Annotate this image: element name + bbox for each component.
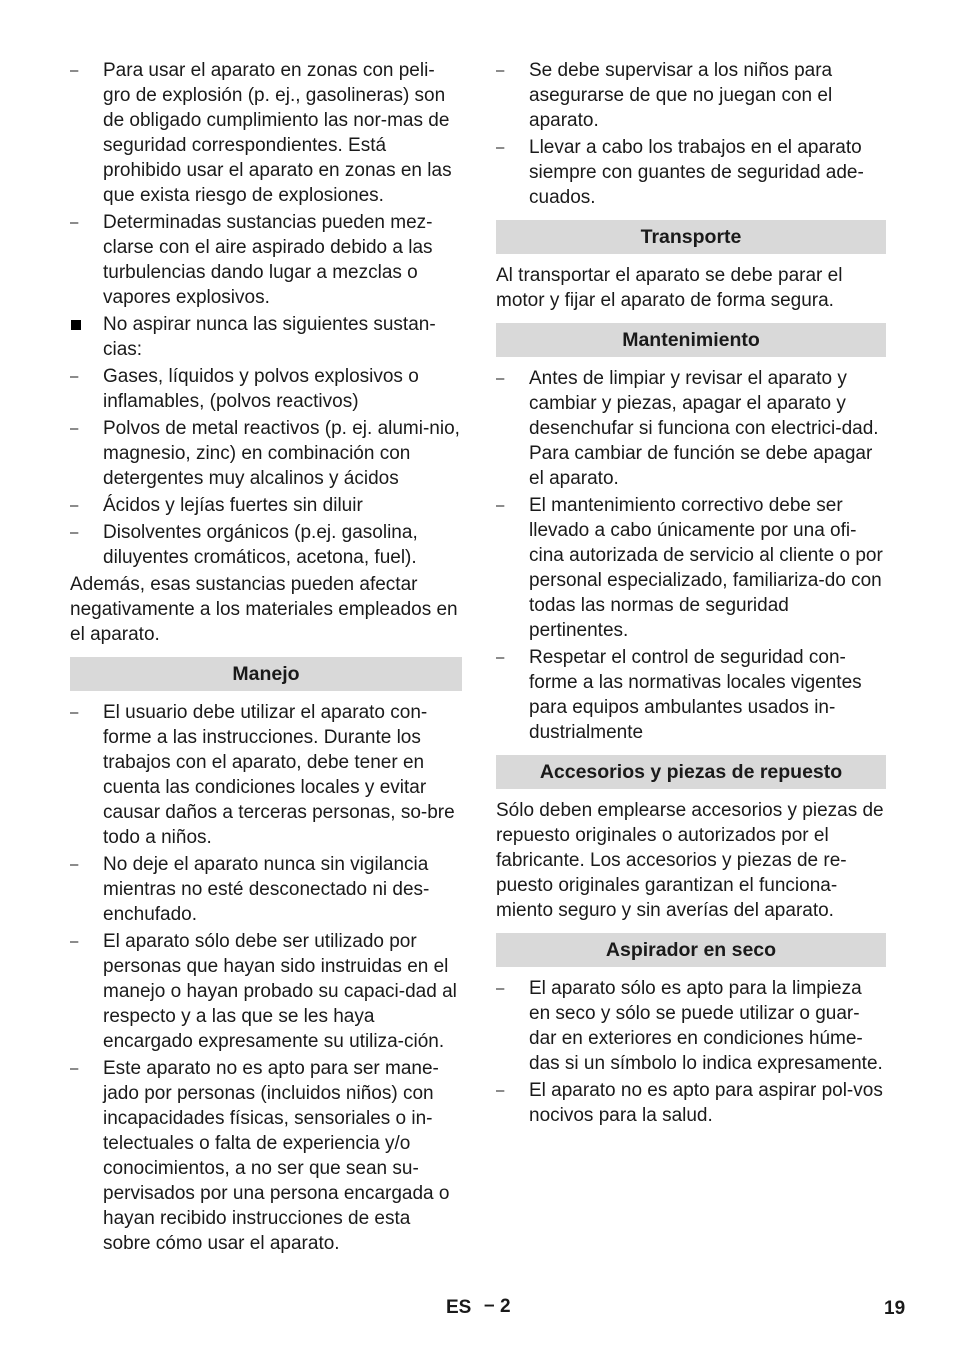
list-item-text: El aparato sólo debe ser utilizado por personas que hayan sido instruidas en el manejo o hayan probado su capaci-dad al respecto y a las que se les haya encargado expresamente su utiliza-ción. xyxy=(103,931,457,1052)
list-item xyxy=(70,364,462,414)
list-item xyxy=(70,493,462,518)
dash-marker: – xyxy=(70,856,79,873)
list-item xyxy=(496,366,886,491)
list-item-text: Disolventes orgánicos (p.ej. gasolina, diluyentes cromáticos, acetona, fuel). xyxy=(103,522,418,568)
dash-marker: – xyxy=(496,370,505,387)
list-item-text: Este aparato no es apto para ser mane-jado por personas (incluidos niños) con incapacidades físicas, sensoriales o in-telectuales o falta de experiencia y/o conocimientos, a no ser que sean su-pervisados por una persona encargada o hayan recibido instrucciones de esta sobre cómo usar el aparato. xyxy=(103,1058,450,1254)
list-item-text: El mantenimiento correctivo debe ser llevado a cabo únicamente por una ofi-cina autorizada de servicio al cliente o por personal especializado, familiariza-do con todas las normas de seguridad pertinentes. xyxy=(529,495,883,641)
left-column xyxy=(70,58,462,1258)
list-item xyxy=(496,1078,886,1128)
list-item xyxy=(70,852,462,927)
list-item xyxy=(70,210,462,310)
list-item xyxy=(70,416,462,491)
list-item-text: Determinadas sustancias pueden mez-clarse con el aire aspirado debido a las turbulencias dando lugar a mezclas o vapores explosivos. xyxy=(103,212,433,308)
list-item-text: Llevar a cabo los trabajos en el aparato siempre con guantes de seguridad ade-cuados. xyxy=(529,137,864,208)
dash-marker: – xyxy=(70,497,79,514)
footer-section-number: 2 xyxy=(500,1296,511,1317)
list-item xyxy=(70,520,462,570)
dash-marker: – xyxy=(496,139,505,156)
section-heading-manejo: Manejo xyxy=(70,657,462,691)
footer-dash: – xyxy=(484,1295,495,1316)
list-item-text: Se debe supervisar a los niños para asegurarse de que no juegan con el aparato. xyxy=(529,60,833,131)
list-item xyxy=(70,1056,462,1256)
list-item-text: El aparato sólo es apto para la limpieza en seco y sólo se puede utilizar o guar-dar en exteriores en condiciones húme-das si un símbolo lo indica expresamente. xyxy=(529,978,883,1074)
section-heading-transporte: Transporte xyxy=(496,220,886,254)
paragraph: Sólo deben emplearse accesorios y piezas de repuesto originales o autorizados por el fabricante. Los accesorios y piezas de re-puesto originales garantizan el funciona-miento seguro y sin averías del aparato. xyxy=(496,800,884,921)
section-heading-aspirador: Aspirador en seco xyxy=(496,933,886,967)
list-item-text: No aspirar nunca las siguientes sustan-cias: xyxy=(103,314,436,360)
list-item xyxy=(496,135,886,210)
section-heading-mantenimiento: Mantenimiento xyxy=(496,323,886,357)
dash-marker: – xyxy=(496,980,505,997)
list-item-text: Respetar el control de seguridad con-forme a las normativas locales vigentes para equipos ambulantes usados in-dustrialmente xyxy=(529,647,862,743)
dash-marker: – xyxy=(496,1082,505,1099)
square-bullet-icon xyxy=(71,320,81,330)
list-item xyxy=(496,58,886,133)
list-item-text: Ácidos y lejías fuertes sin diluir xyxy=(103,495,363,516)
paragraph: Además, esas sustancias pueden afectar negativamente a los materiales empleados en el aparato. xyxy=(70,574,458,645)
dash-marker: – xyxy=(70,368,79,385)
page-number: 19 xyxy=(884,1298,906,1319)
list-item-text: Polvos de metal reactivos (p. ej. alumi-nio, magnesio, zinc) en combinación con detergentes muy alcalinos y ácidos xyxy=(103,418,460,489)
dash-marker: – xyxy=(496,62,505,79)
list-item xyxy=(70,929,462,1054)
dash-marker: – xyxy=(70,933,79,950)
list-item-text: El aparato no es apto para aspirar pol-vos nocivos para la salud. xyxy=(529,1080,883,1126)
right-column xyxy=(496,58,886,1130)
dash-marker: – xyxy=(70,214,79,231)
list-item-text: No deje el aparato nunca sin vigilancia mientras no esté desconectado ni des-enchufado. xyxy=(103,854,430,925)
dash-marker: – xyxy=(70,524,79,541)
dash-marker: – xyxy=(496,649,505,666)
list-item xyxy=(496,976,886,1076)
list-item xyxy=(496,645,886,745)
list-item-text: El usuario debe utilizar el aparato con-forme a las instrucciones. Durante los trabajos con el aparato, debe tener en cuenta las condiciones locales y evitar causar daños a terceras personas, so-bre todo a niños. xyxy=(103,702,455,848)
dash-marker: – xyxy=(496,497,505,514)
dash-marker: – xyxy=(70,704,79,721)
dash-marker: – xyxy=(70,1060,79,1077)
list-item xyxy=(70,700,462,850)
dash-marker: – xyxy=(70,420,79,437)
section-heading-accesorios: Accesorios y piezas de repuesto xyxy=(496,755,886,789)
list-item xyxy=(496,493,886,643)
paragraph: Al transportar el aparato se debe parar el motor y fijar el aparato de forma segura. xyxy=(496,265,843,311)
dash-marker: – xyxy=(70,62,79,79)
list-item xyxy=(70,58,462,208)
list-item-text: Antes de limpiar y revisar el aparato y cambiar y piezas, apagar el aparato y desenchufar si funciona con electrici-dad. Para cambiar de función se debe apagar el aparato. xyxy=(529,368,879,489)
list-item xyxy=(70,312,462,362)
list-item-text: Gases, líquidos y polvos explosivos o inflamables, (polvos reactivos) xyxy=(103,366,419,412)
list-item-text: Para usar el aparato en zonas con peli-gro de explosión (p. ej., gasolineras) son de obligado cumplimiento las nor-mas de seguridad correspondientes. Está prohibido usar el aparato en zonas en las que exista riesgo de explosiones. xyxy=(103,60,452,206)
footer-language: ES xyxy=(446,1297,472,1318)
